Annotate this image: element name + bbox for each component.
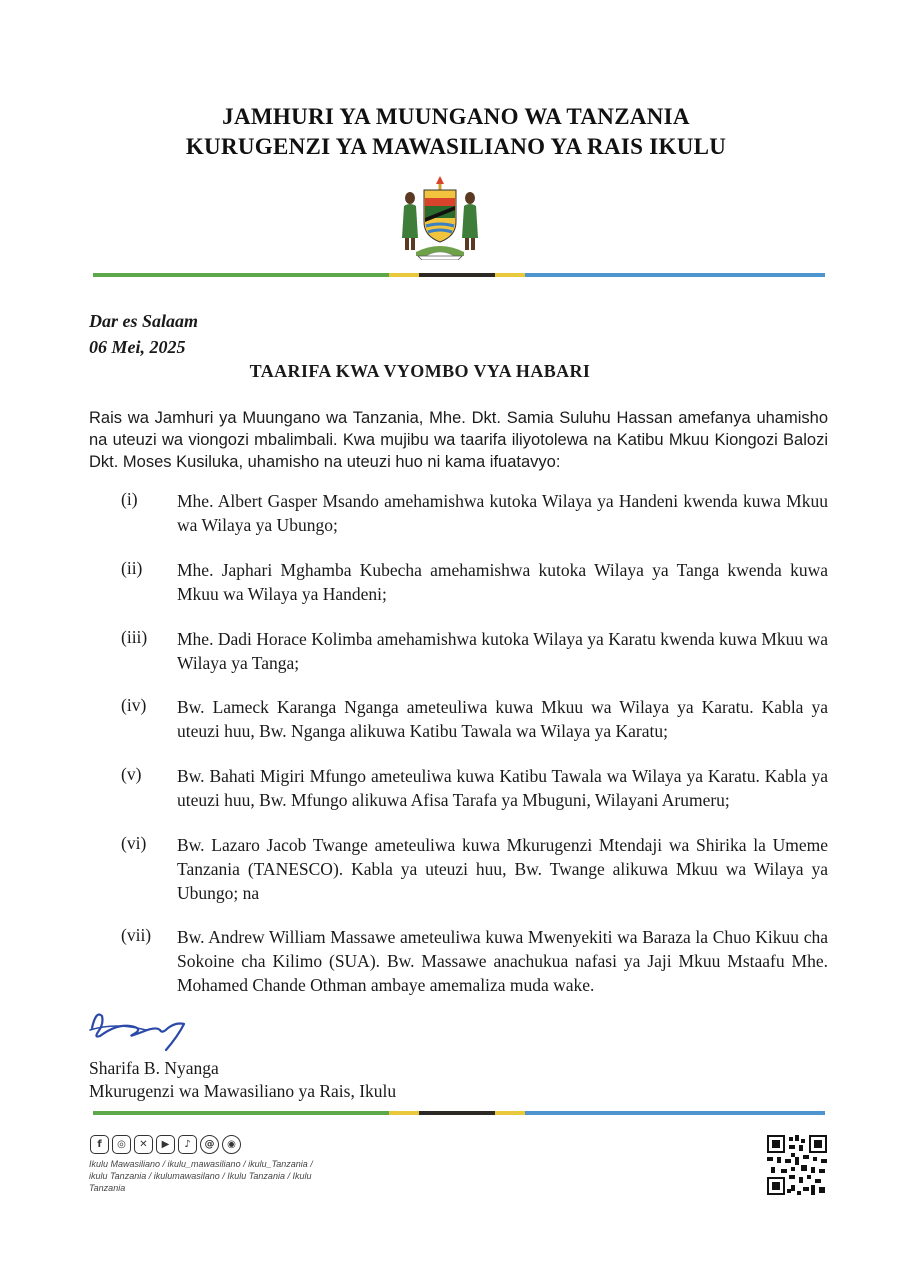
social-icons [90,1135,241,1154]
tiktok-icon[interactable]: ♪ [178,1135,197,1154]
list-item-text: Bw. Lameck Karanga Nganga ameteuliwa kuwa Mkuu wa Wilaya ya Karatu. Kabla ya uteuzi huu, Bw. Nganga alikuwa Katibu Tawala wa Wilaya ya Karatu; [177,697,828,741]
social-handles: Ikulu Mawasiliano / ikulu_mawasiliano / ikulu_Tanzania / ikulu Tanzania / ikulumawasilano / Ikulu Tanzania / Ikulu Tanzania [89,1159,313,1193]
signature-mark [86,1002,196,1054]
list-item-text: Mhe. Japhari Mghamba Kubecha amehamishwa kutoka Wilaya ya Tanga kwenda kuwa Mkuu wa Wilaya ya Handeni; [177,560,828,604]
list-item-text: Mhe. Albert Gasper Msando amehamishwa kutoka Wilaya ya Handeni kwenda kuwa Mkuu wa Wilaya ya Ubungo; [177,491,828,535]
threads-icon[interactable]: @ [200,1135,219,1154]
list-item-number: (vii) [121,925,152,945]
list-item-number: (iv) [121,695,147,715]
header-title-line2: KURUGENZI YA MAWASILIANO YA RAIS IKULU [185,134,727,159]
podcast-icon[interactable]: ◉ [222,1135,241,1154]
list-item-text: Bw. Bahati Migiri Mfungo ameteuliwa kuwa Katibu Tawala wa Wilaya ya Karatu. Kabla ya uteuzi huu, Bw. Mfungo alikuwa Afisa Tarafa ya Mbuguni, Wilayani Arumeru; [177,766,828,810]
list-item-text: Bw. Andrew William Massawe ameteuliwa kuwa Mwenyekiti wa Baraza la Chuo Kikuu cha Sokoine cha Kilimo (SUA). Bw. Massawe anachukua nafasi ya Jaji Mkuu Mstaafu Mhe. Mohamed Chande Othman ambaye amemaliza muda wake. [177,927,828,995]
youtube-icon[interactable]: ▶ [156,1135,175,1154]
list-item-number: (iii) [121,627,148,647]
instagram-icon[interactable]: ◎ [112,1135,131,1154]
release-place: Dar es Salaam [89,311,199,331]
signatory-name: Sharifa B. Nyanga [89,1058,219,1078]
qr-code-icon[interactable] [767,1135,827,1195]
list-item-number: (vi) [121,833,147,853]
list-item-number: (ii) [121,558,143,578]
signatory-role: Mkurugenzi wa Mawasiliano ya Rais, Ikulu [89,1081,397,1101]
list-item-text: Mhe. Dadi Horace Kolimba amehamishwa kutoka Wilaya ya Karatu kwenda kuwa Mkuu wa Wilaya ya Tanga; [177,629,828,673]
list-item-number: (v) [121,764,142,784]
facebook-icon[interactable]: f [90,1135,109,1154]
press-release-title: TAARIFA KWA VYOMBO VYA HABARI [249,361,591,381]
header-title-line1: JAMHURI YA MUUNGANO WA TANZANIA [222,104,690,129]
x-icon[interactable]: ✕ [134,1135,153,1154]
list-item-number: (i) [121,489,138,509]
list-item-text: Bw. Lazaro Jacob Twange ameteuliwa kuwa Mkurugenzi Mtendaji wa Shirika la Umeme Tanzania (TANESCO). Kabla ya uteuzi huu, Bw. Twange alikuwa Mkuu wa Wilaya ya Ubungo; na [177,835,828,903]
coat-of-arms-icon [396,176,484,260]
header-divider [93,273,825,277]
intro-paragraph: Rais wa Jamhuri ya Muungano wa Tanzania, Mhe. Dkt. Samia Suluhu Hassan amefanya uhamisho na uteuzi wa viongozi mbalimbali. Kwa mujibu wa taarifa iliyotolewa na Katibu Mkuu Kiongozi Balozi Dkt. Moses Kusiluka, uhamisho na uteuzi huo ni kama ifuatavyo: [89,409,828,471]
release-date: 06 Mei, 2025 [89,337,186,357]
footer-divider [93,1111,825,1115]
